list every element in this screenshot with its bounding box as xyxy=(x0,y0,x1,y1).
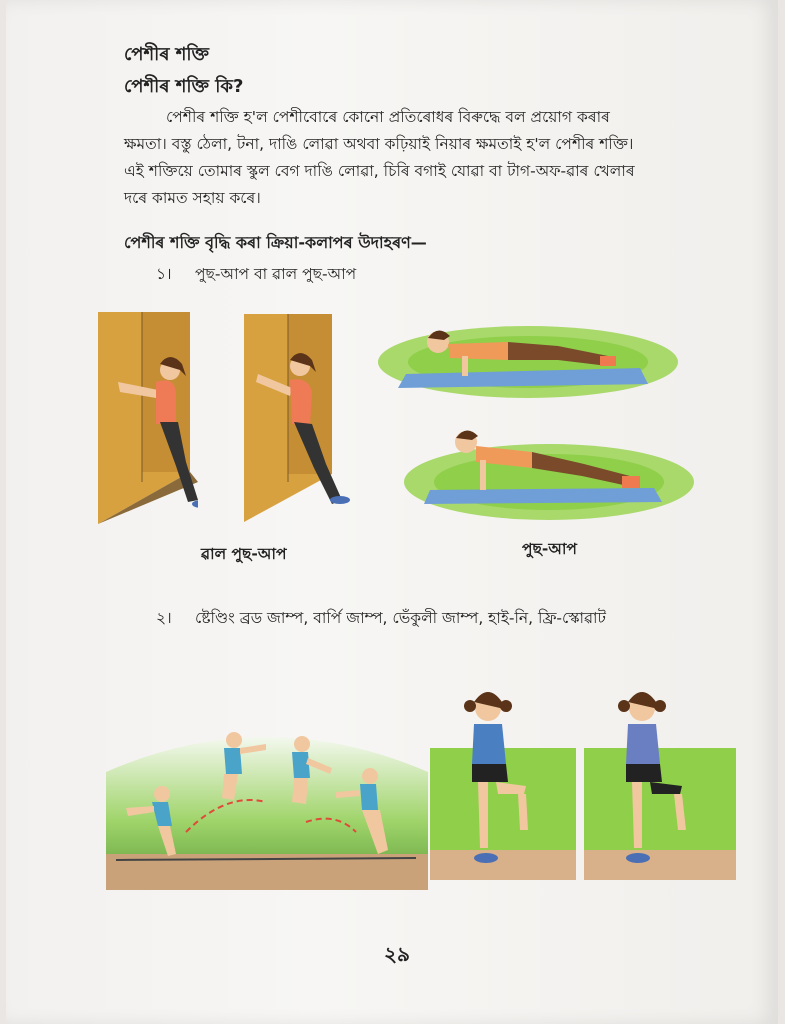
paragraph-line: এই শক্তিয়ে তোমাৰ স্কুল বেগ দাঙি লোৱা, চিৰি বগাই যোৱা বা টাগ-অফ-ৱাৰ খেলাৰ xyxy=(124,162,635,180)
definition-paragraph xyxy=(124,104,684,212)
paragraph-line: ক্ষমতা। বস্তু ঠেলা, টনা, দাঙি লোৱা অথবা কঢ়িয়াই নিয়াৰ ক্ষমতাই হ'ল পেশীৰ শক্তি। xyxy=(124,135,634,153)
list-item-1 xyxy=(156,262,356,288)
standing-broad-jump-illustration xyxy=(106,712,428,890)
wall-pushup-illustration-2 xyxy=(244,314,352,522)
high-knee-illustration-2 xyxy=(584,690,736,880)
paragraph-line: পেশীৰ শক্তি হ'ল পেশীবোৰে কোনো প্ৰতিৰোধৰ বিৰুদ্ধে বল প্ৰয়োগ কৰাৰ xyxy=(166,108,610,126)
pushup-illustration-bottom xyxy=(404,424,694,520)
list-item-2 xyxy=(156,606,606,632)
high-knee-illustration xyxy=(430,690,576,880)
list-number: ২। xyxy=(156,609,172,627)
list-text: ষ্টেণ্ডিং ব্ৰড জাম্প, বাৰ্পি জাম্প, ভেঁকুলী জাম্প, হাই-নি, ফ্ৰি-স্কোৱাট xyxy=(194,609,606,627)
examples-heading: পেশীৰ শক্তি বৃদ্ধি কৰা ক্ৰিয়া-কলাপৰ উদাহৰণ— xyxy=(124,233,427,252)
list-text: পুছ-আপ বা ৱাল পুছ-আপ xyxy=(194,265,357,283)
section-heading: পেশীৰ শক্তি xyxy=(124,44,210,65)
wall-pushup-illustration xyxy=(98,312,198,524)
caption-pushup: পুছ-আপ xyxy=(522,540,577,558)
paragraph-line: দৰে কামত সহায় কৰে। xyxy=(124,189,261,207)
question-heading: পেশীৰ শক্তি কি? xyxy=(124,76,244,97)
list-number: ১। xyxy=(156,265,172,283)
pushup-illustration-top xyxy=(378,316,678,398)
textbook-page xyxy=(6,0,778,1024)
caption-wall-pushup: ৱাল পুছ-আপ xyxy=(201,545,287,563)
page-number: ২৯ xyxy=(384,942,410,966)
